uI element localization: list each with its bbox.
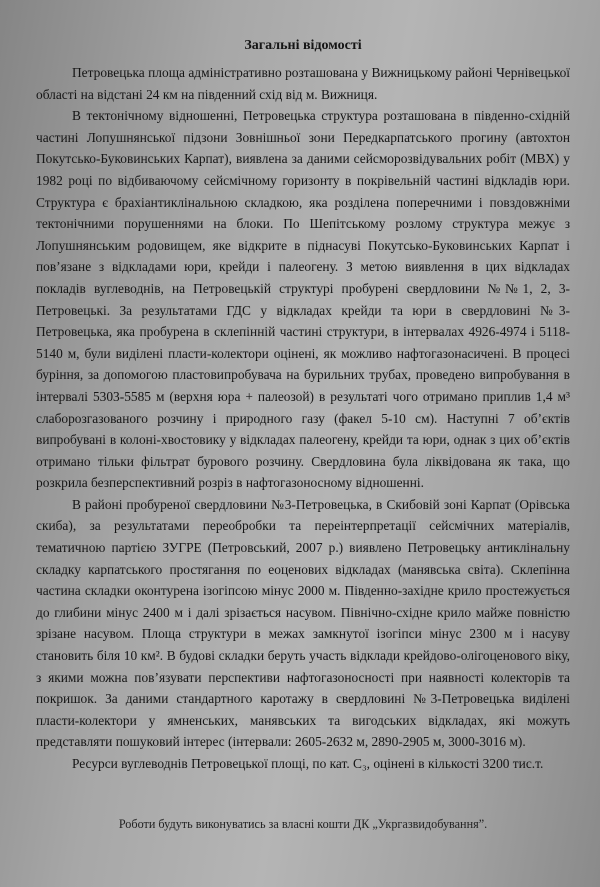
- paragraph-well-3: В районі пробуреної свердловини №3-Петровецька, в Скибовій зоні Карпат (Орівська скиба), за результатами переобробки та переінтерпретації сейсмічних матеріалів, тематичною партією ЗУГРЕ (Петровський, 2007 р.) виявлено Петровецьку антиклінальну складку карпатського простягання по еоценових відкладах (манявська світа). Склепінна частина складки оконтурена ізогіпсою мінус 2000 м. Південно-західне крило простежується до глибини мінус 2400 м і далі зрізається насувом. Північно-східне крило майже повністю зрізане насувом. Площа структури в межах замкнутої ізогіпси мінус 2300 м і насуву становить біля 10 км². В будові складки беруть участь відклади крейдово-олігоценового віку, з якими можна пов’язувати перспективи нафтогазоносності при наявності колекторів та покришок. За даними стандартного каротажу в свердловині №3-Петровецька виділені пласти-колектори у ямненських, манявських та вигодських відкладах, які можуть представляти пошуковий інтерес (інтервали: 2605-2632 м, 2890-2905 м, 3000-3016 м).: [36, 496, 570, 750]
- paragraph-resources: Ресурси вуглеводнів Петровецької площі, по кат. С₃, оцінені в кількості 3200 тис.т.: [72, 756, 544, 771]
- paragraph-location: Петровецька площа адміністративно розташована у Вижницькому районі Чернівецької області на відстані 24 км на південний схід від м. Вижниця.: [36, 65, 570, 102]
- document-title: Загальні відомості: [244, 38, 362, 53]
- paragraph-tectonics: В тектонічному відношенні, Петровецька структура розташована в південно-східній частині Лопушнянської підзони Зовнішньої зони Передкарпатського прогину (автохтон Покутсько-Буковинських Карпат), виявлена за даними сейсморозвідувальних робіт (МВХ) у 1982 році по відбиваючому сейсмічному горизонту в покрівельній частині відкладів юри. Структура є брахіантиклінальною складкою, яка розділена поперечними і повздовжніми тектонічними порушеннями на блоки. По Шепітському розлому структура межує з Лопушнянським родовищем, яке відкрите в піднасуві Покутсько-Буковинських Карпат і пов’язане з відкладами юри, крейди і палеогену. З метою виявлення в цих відкладах покладів вуглеводнів, на Петровецькій структурі пробурені свердловини №№1, 2, 3-Петровецькі. За результатами ГДС у відкладах крейди та юри в свердловині №3-Петровецька, яка пробурена в склепінній частині структури, в інтервалах 4926-4974 і 5118-5140 м, були виділені пласти-колектори оцінені, як можливо нафтогазонасичені. В процесі буріння, за допомогою пластовипробувача на бурильних трубах, проведено випробування в інтервалі 5303-5585 м (верхня юра + палеозой) в результаті чого отримано приплив 1,4 м³ слаборозгазованого розчину і природного газу (факел 5-10 см). Наступні 7 об’єктів випробувані в колоні-хвостовику у відкладах палеогену, крейди та юри, однак з цих об’єктів отримано тільки фільтрат бурового розчину. Свердловина була ліквідована як така, що розкрила безперспективний розріз в нафтогазоносному відношенні.: [36, 108, 570, 491]
- funding-note: Роботи будуть виконуватись за власні кошти ДК „Укргазвидобування”.: [118, 816, 488, 831]
